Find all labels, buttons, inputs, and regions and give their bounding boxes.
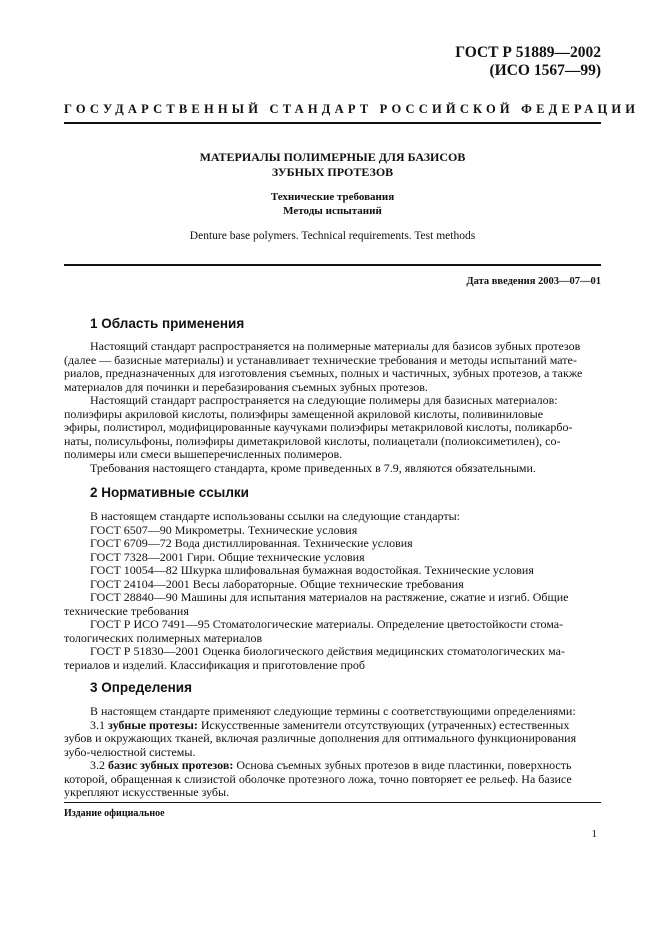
reference-item [64,590,601,618]
state-standard-title: ГОСУДАРСТВЕННЫЙ СТАНДАРТ РОССИЙСКОЙ ФЕДЕРАЦИИ [64,102,640,116]
text-line: полиэфиры акриловой кислоты, полиэфиры замещенной акриловой кислоты, поливиниловые [64,406,544,421]
definition [64,717,601,760]
section-3 [64,680,601,800]
reference-item: ГОСТ 24104—2001 Весы лабораторные. Общие технические требования [90,576,464,591]
title-line: ЗУБНЫХ ПРОТЕЗОВ [271,165,394,179]
text-line: наты, полисульфоны, полиэфиры диметакриловой кислоты, полиацетали (полиоксиметилен), со- [64,433,561,448]
header-rule [64,122,601,124]
reference-item [64,617,601,645]
text-line: тологических полимерных материалов [64,630,263,645]
definition-term: базис зубных протезов: [108,758,234,772]
text-line: зубо-челюстной системы. [64,744,196,759]
text-line: риалов, предназначенных для изготовления съемных, полных и частичных, зубных протезов, а также [64,366,583,380]
official-edition-note: Издание официальное [64,808,165,819]
iso-number: (ИСО 1567—99) [489,62,601,79]
paragraph: Требования настоящего стандарта, кроме приведенных в 7.9, являются обязательными. [90,460,536,475]
gost-number: ГОСТ Р 51889—2002 [455,44,601,61]
section-1 [64,316,601,475]
section-heading: 3 Определения [90,680,192,695]
document-subtitle [64,190,601,218]
text-line: Настоящий стандарт распространяется на следующие полимеры для базисных материалов: [90,393,558,407]
reference-item: ГОСТ 6709—72 Вода дистиллированная. Технические условия [90,536,413,550]
section-heading: 1 Область применения [90,316,245,331]
subtitle-line: Методы испытаний [283,205,382,217]
standard-number-block [455,44,601,80]
paragraph [64,393,601,462]
document-title [64,150,601,180]
reference-item: ГОСТ 7328—2001 Гири. Общие технические условия [90,549,365,564]
text-line [90,759,601,773]
section-2 [64,485,601,672]
text-line: Настоящий стандарт распространяется на полимерные материалы для базисов зубных протезов [90,339,581,353]
definition-term: зубные протезы: [108,717,198,732]
text-line: укрепляют искусственные зубы. [64,785,230,799]
title-rule [64,264,601,266]
text-line: териалов и изделий. Классификация и приготовление проб [64,657,365,672]
definition-number: 3.1 [90,717,105,732]
reference-item [64,644,601,672]
text-line: эфиры, полистирол, модифицированные каучуками полиэфиры метакриловой кислоты, поликарбо- [64,420,573,434]
page-number: 1 [591,828,597,840]
footer-rule [64,802,601,803]
definition-text: Искусственные заменители отсутствующих (утраченных) естественных [200,717,570,732]
definition-text: Основа съемных зубных протезов в виде пластинки, поверхность [236,758,572,772]
text-line: ГОСТ 28840—90 Машины для испытания материалов на растяжение, сжатие и изгиб. Общие [90,590,569,604]
text-line: зубов и окружающих тканей, включая различные дополнения для оптимального функционирования [64,731,577,745]
text-line: материалов для починки и перебазирования съемных зубных протезов. [64,379,428,394]
text-line: (далее — базисные материалы) и устанавливает технические требования и методы испытаний мате- [64,352,577,367]
section-heading: 2 Нормативные ссылки [90,485,249,500]
subtitle-line: Технические требования [270,191,395,203]
introduction-date: Дата введения 2003—07—01 [466,276,601,287]
title-line: МАТЕРИАЛЫ ПОЛИМЕРНЫЕ ДЛЯ БАЗИСОВ [199,150,466,164]
text-line: которой, обращенная к слизистой оболочке протезного ложа, точно повторяет ее рельеф. На базисе [64,771,572,786]
paragraph [64,339,601,394]
paragraph: В настоящем стандарте использованы ссылки на следующие стандарты: [90,509,461,523]
text-line: ГОСТ Р 51830—2001 Оценка биологического действия медицинских стоматологических ма- [90,644,566,658]
definition-number: 3.2 [90,758,105,772]
text-line: полимеры или смеси вышеперечисленных полимеров. [64,447,343,461]
reference-item: ГОСТ 6507—90 Микрометры. Технические условия [90,522,358,537]
text-line [90,719,601,733]
text-line: ГОСТ Р ИСО 7491—95 Стоматологические материалы. Определение цветостойкости стома- [90,617,564,631]
reference-item: ГОСТ 10054—82 Шкурка шлифовальная бумажная водостойкая. Технические условия [90,563,534,577]
paragraph: В настоящем стандарте применяют следующие термины с соответствующими определениями: [90,704,576,718]
definition [64,758,601,800]
english-title: Denture base polymers. Technical requirements. Test methods [189,230,476,242]
text-line: технические требования [64,603,189,618]
